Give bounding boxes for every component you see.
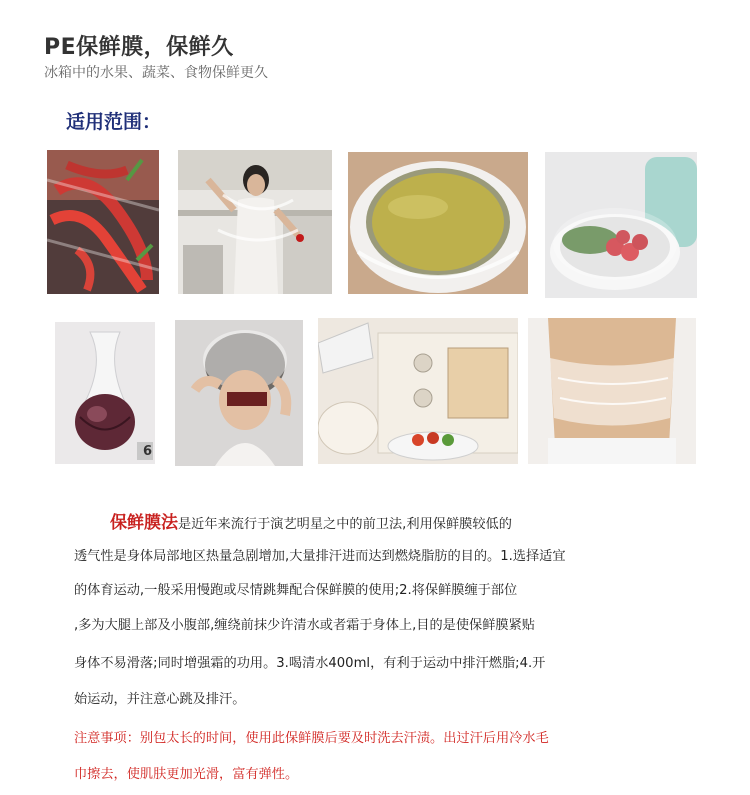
description-line-1-text: 是近年来流行于演艺明星之中的前卫法,利用保鲜膜较低的	[178, 517, 512, 532]
notice-line-1: 注意事项：别包太长的时间，使用此保鲜膜后要及时洗去汗渍。出过汗后用冷水毛	[74, 731, 549, 746]
chili-peppers-photo	[47, 150, 159, 294]
page-subtitle: 冰箱中的水果、蔬菜、食物保鲜更久	[44, 65, 268, 81]
photo-badge: 6	[142, 444, 152, 459]
description-line-5: 身体不易滑落;同时增强霜的功用。3.喝清水400ml，有利于运动中排汗燃脂;4.开	[74, 656, 546, 671]
soup-bowl-photo	[348, 152, 528, 294]
page-title: PE保鲜膜，保鲜久	[44, 35, 234, 60]
hair-wrap-photo	[175, 320, 303, 466]
description-line-1	[74, 508, 674, 533]
microwave-photo	[318, 318, 518, 464]
description-highlight: 保鲜膜法	[110, 513, 178, 533]
waist-wrap-photo	[528, 318, 696, 464]
description-line-4: ,多为大腿上部及小腹部,缠绕前抹少许清水或者霜于身体上,目的是使保鲜膜紧贴	[74, 618, 535, 633]
description-line-3: 的体育运动,一般采用慢跑或尽情跳舞配合保鲜膜的使用;2.将保鲜膜缠于部位	[74, 583, 518, 598]
section-heading: 适用范围：	[66, 111, 162, 133]
description-line-2: 透气性是身体局部地区热量急剧增加,大量排汗进而达到燃烧脂肪的目的。1.选择适宜	[74, 549, 566, 564]
vegetable-plate-photo	[545, 152, 697, 298]
description-line-6: 始运动，并注意心跳及排汗。	[74, 692, 246, 707]
wrapped-fruit-photo	[55, 322, 155, 464]
woman-kitchen-photo	[178, 150, 332, 294]
notice-line-2: 巾擦去，使肌肤更加光滑，富有弹性。	[74, 767, 299, 782]
